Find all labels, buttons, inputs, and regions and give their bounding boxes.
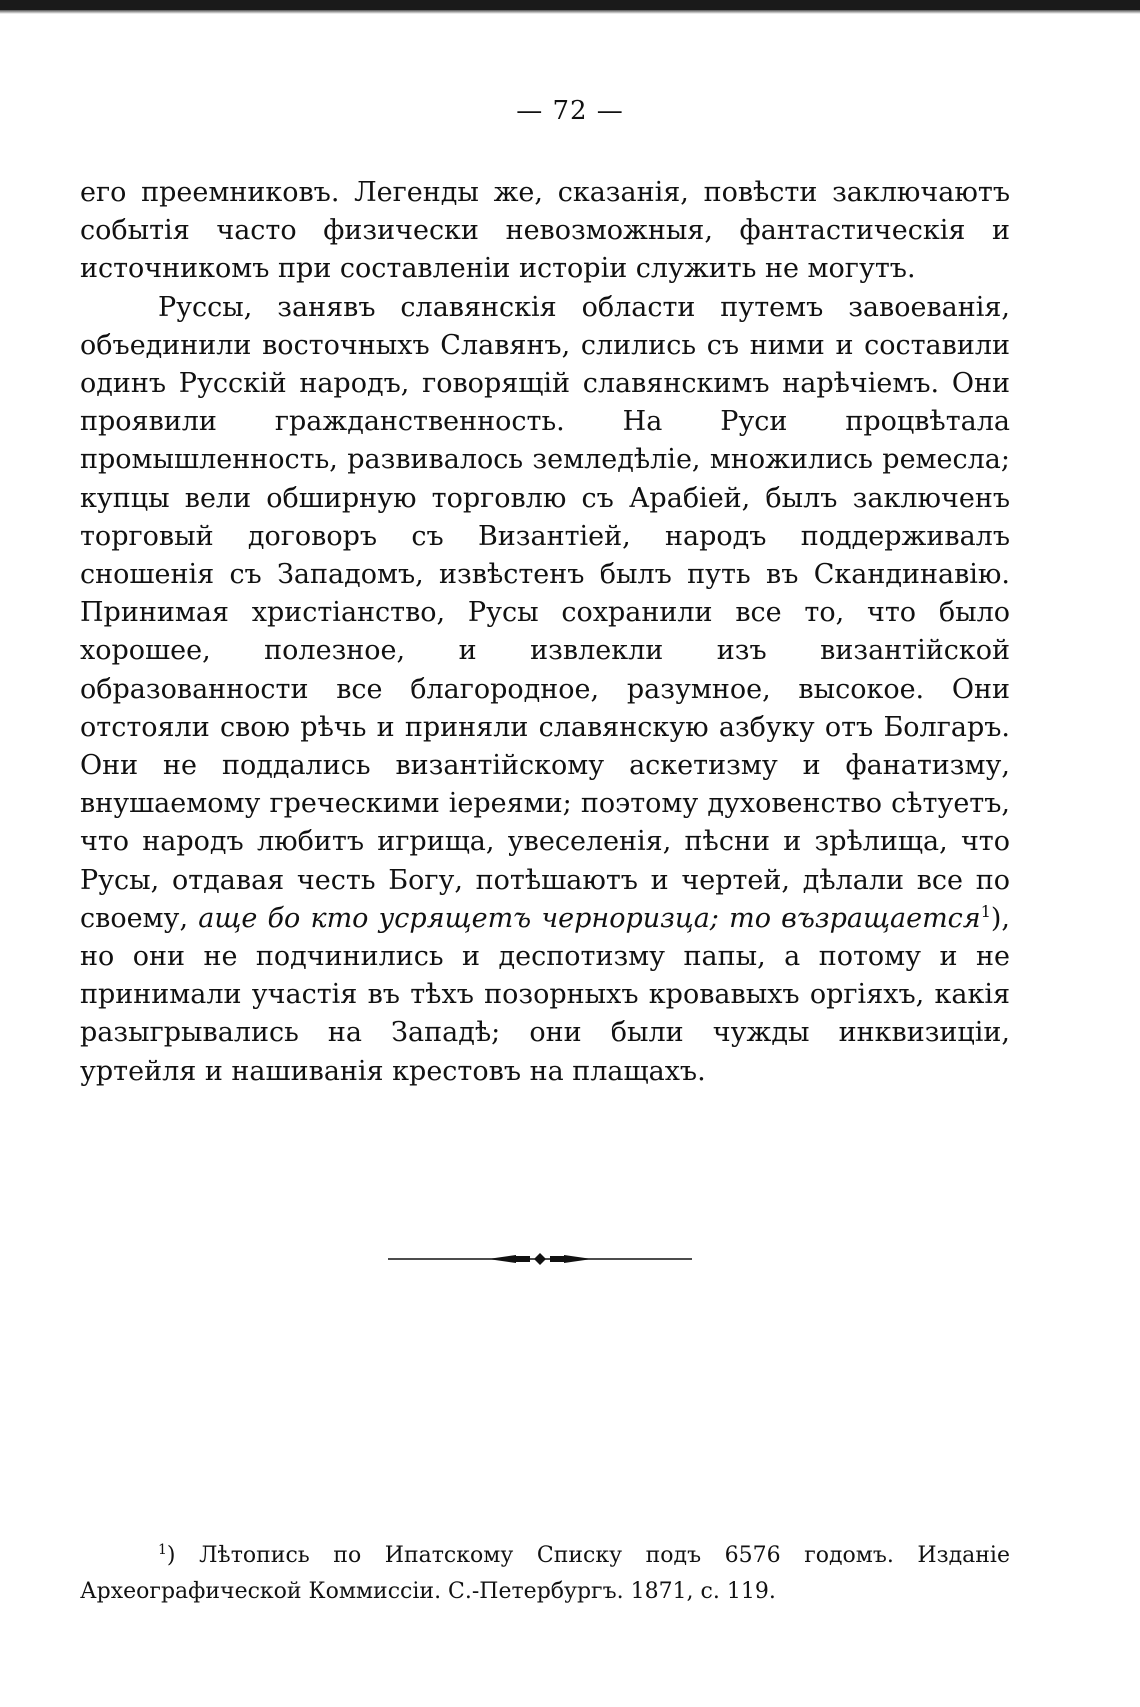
paragraph-2-tail: ), но они не подчинились и деспотизму папы, а потому и не принимали участія въ тѣхъ позорныхъ кровавыхъ оргіяхъ, какія разыгрывались на Западѣ; они были чужды инквизиціи, уртейля и нашиванія крестовъ на плащахъ. [80,902,1010,1087]
body-text [80,174,1010,1091]
paragraph-1: его преемниковъ. Легенды же, сказанія, повѣсти заключаютъ событія часто физически невозможныя, фантастическія и источникомъ при составленіи исторіи служить не могутъ. [80,177,1010,285]
footnote-body: ) Лѣтопись по Ипатскому Списку подъ 6576 годомъ. Изданіе Археографической Коммиссіи. С.-Петербургъ. 1871, с. 119. [80,1543,1010,1604]
section-end-ornament [388,1252,692,1266]
footnote-text [80,1538,1010,1610]
paragraph-2 [80,289,1010,1091]
paragraph-2-main: Руссы, занявъ славянскія области путемъ завоеванія, объединили восточныхъ Славянъ, слились съ ними и составили одинъ Русскій народъ, говорящій славянскимъ нарѣчіемъ. Они проявили гражданственность. На Руси процвѣтала промышленность, развивалось земледѣліе, множились ремесла; купцы вели обширную торговлю съ Арабіей, былъ заключенъ торговый договоръ съ Византіей, народъ поддерживалъ сношенія съ Западомъ, извѣстенъ былъ путь въ Скандинавію. Принимая христіанство, Русы сохранили все то, что было хорошее, полезное, и извлекли изъ византійской образованности все благородное, разумное, высокое. Они отстояли свою рѣчь и приняли славянскую азбуку отъ Болгаръ. Они не поддались византійскому аскетизму и фанатизму, внушаемому греческими іереями; поэтому духовенство сѣтуетъ, что народъ любитъ игрища, увеселенія, пѣсни и зрѣлища, что Русы, отдавая честь Богу, потѣшаютъ и чертей, дѣлали все по своему, [80,291,1010,934]
scan-top-edge-shadow [0,10,1140,14]
chronicle-quote: аще бо кто усрящетъ черноризца; то възращается [198,902,981,934]
scan-top-edge [0,0,1140,10]
page-number: — 72 — [516,96,624,126]
footnote [80,1538,1010,1610]
footnote-marker: 1 [158,1542,167,1558]
footnote-reference: 1 [980,901,991,921]
